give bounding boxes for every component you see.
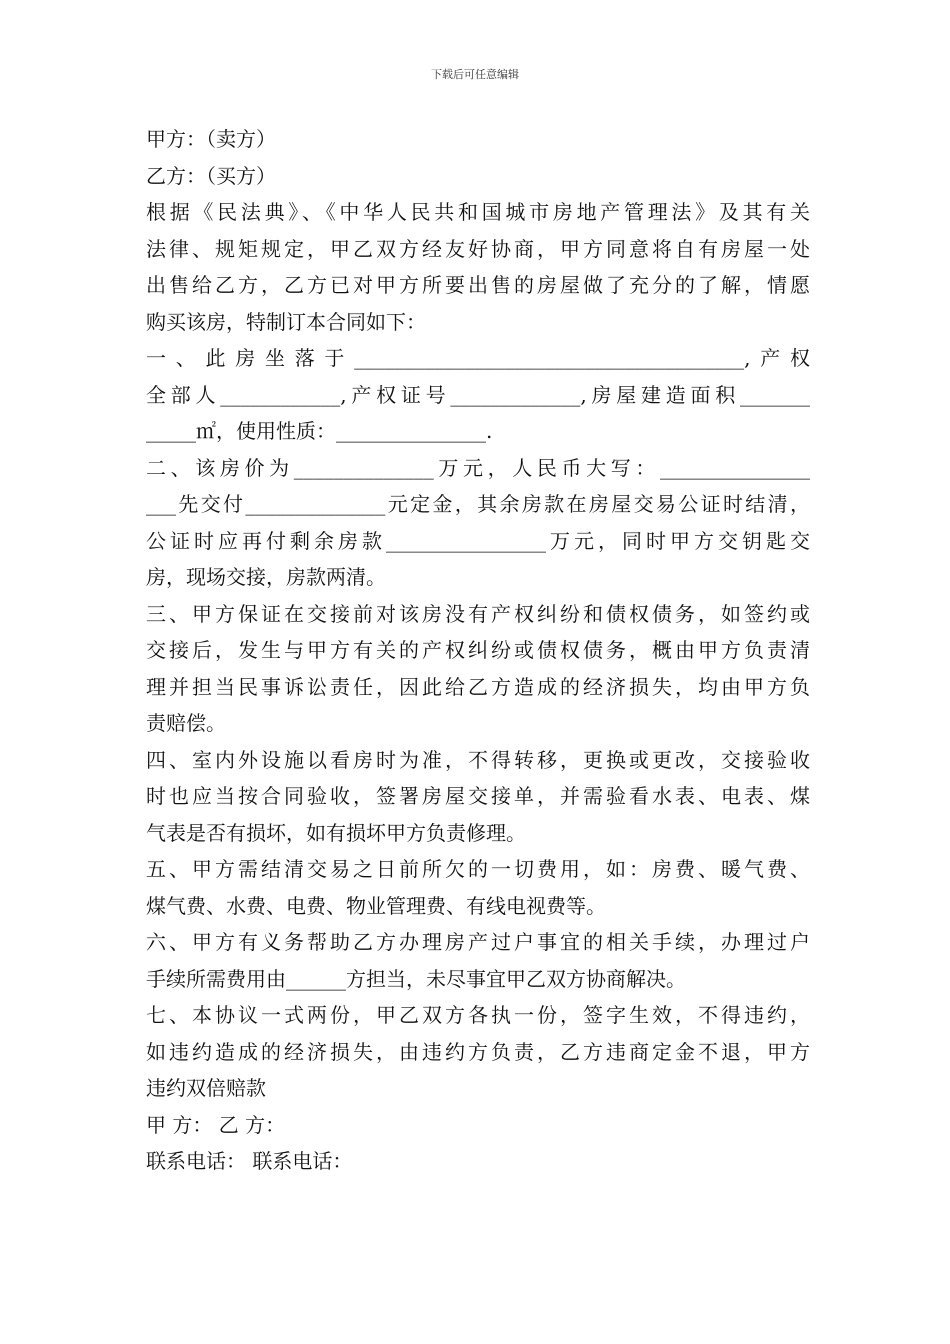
clause-1-line: _____㎡，使用性质：_______________.	[146, 419, 493, 443]
clause-7-line: 违约双倍赔款	[146, 1076, 266, 1100]
header-note: 下载后可任意编辑	[431, 68, 519, 81]
signature-parties-line: 甲 方： 乙 方：	[146, 1112, 286, 1137]
preamble-line: 出售给乙方，乙方已对甲方所要出售的房屋做了充分的了解，情愿	[146, 273, 810, 297]
clause-5-line: 五、甲方需结清交易之日前所欠的一切费用，如：房费、暖气费、	[146, 857, 810, 881]
clause-7-line: 七、本协议一式两份，甲乙双方各执一份，签字生效，不得违约，	[146, 1003, 810, 1027]
contact-phone-line: 联系电话： 联系电话：	[146, 1149, 353, 1173]
party-a-line: 甲方：（卖方）	[146, 127, 276, 151]
clause-6-line: 手续所需费用由______方担当，未尽事宜甲乙双方协商解决。	[146, 966, 686, 991]
party-b-line: 乙方：（买方）	[146, 163, 276, 188]
clause-2-line: 二、该房价为______________万元，人民币大写：_______________	[146, 455, 810, 480]
clause-3-line: 理并担当民事诉讼责任，因此给乙方造成的经济损失，均由甲方负	[146, 674, 810, 699]
clause-3-line: 三、甲方保证在交接前对该房没有产权纠纷和债权债务，如签约或	[146, 601, 810, 626]
clause-2-line: 公证时应再付剩余房款________________万元，同时甲方交钥匙交	[146, 528, 810, 553]
clause-1-line: 全部人____________,产权证号_____________,房屋建造面积_______	[146, 382, 810, 407]
clause-6-line: 六、甲方有义务帮助乙方办理房产过户事宜的相关手续，办理过户	[146, 930, 810, 954]
clause-4-line: 四、室内外设施以看房时为准，不得转移，更换或更改，交接验收	[146, 747, 810, 772]
clause-1-line: 一、此房坐落于_______________________________________,产权	[146, 346, 810, 370]
clause-3-line: 交接后，发生与甲方有关的产权纠纷或债权债务，概由甲方负责清	[146, 638, 810, 662]
clause-4-line: 气表是否有损坏，如有损坏甲方负责修理。	[146, 820, 526, 845]
clause-4-line: 时也应当按合同验收，签署房屋交接单，并需验看水表、电表、煤	[146, 784, 810, 808]
clause-2-line: ___先交付______________元定金，其余房款在房屋交易公证时结清，	[146, 492, 810, 516]
clause-3-line: 责赔偿。	[146, 711, 226, 735]
preamble-line: 根据《民法典》、《中华人民共和国城市房地产管理法》及其有关	[146, 200, 810, 224]
clause-2-line: 房，现场交接，房款两清。	[146, 565, 386, 589]
clause-5-line: 煤气费、水费、电费、物业管理费、有线电视费等。	[146, 893, 606, 918]
contract-body	[146, 121, 810, 1180]
clause-7-line: 如违约造成的经济损失，由违约方负责，乙方违商定金不退，甲方	[146, 1039, 810, 1064]
preamble-line: 购买该房，特制订本合同如下：	[146, 309, 426, 334]
preamble-line: 法律、规矩规定，甲乙双方经友好协商，甲方同意将自有房屋一处	[146, 236, 810, 261]
